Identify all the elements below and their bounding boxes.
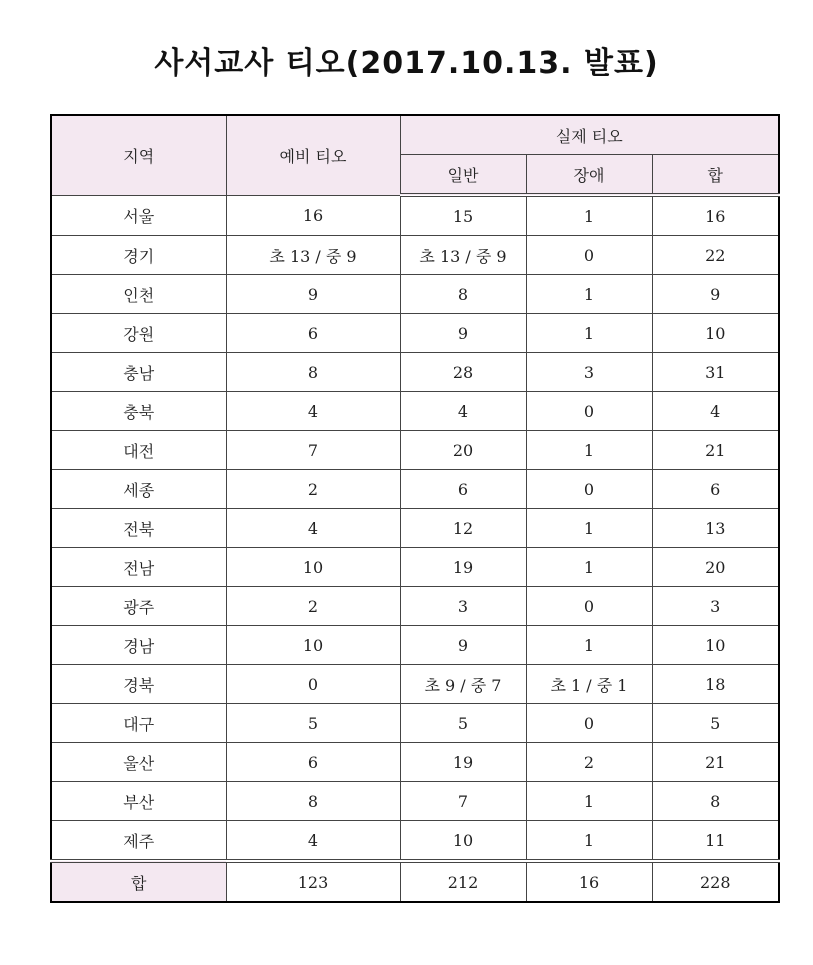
table-row (51, 509, 779, 548)
cell-general: 5 (400, 704, 526, 743)
cell-preliminary: 16 (226, 195, 400, 236)
table-row (51, 626, 779, 665)
recruitment-table (50, 114, 780, 903)
total-label: 합 (51, 861, 226, 902)
cell-disabled: 2 (526, 743, 652, 782)
cell-preliminary: 5 (226, 704, 400, 743)
cell-sum: 18 (652, 665, 779, 704)
cell-preliminary: 4 (226, 821, 400, 862)
cell-general: 28 (400, 353, 526, 392)
cell-region: 충남 (51, 353, 226, 392)
cell-sum: 16 (652, 195, 779, 236)
cell-preliminary: 0 (226, 665, 400, 704)
cell-region: 경기 (51, 236, 226, 275)
cell-disabled: 1 (526, 821, 652, 862)
total-sum: 228 (652, 861, 779, 902)
cell-sum: 10 (652, 626, 779, 665)
cell-disabled: 0 (526, 392, 652, 431)
cell-preliminary: 초 13 / 중 9 (226, 236, 400, 275)
table-row (51, 195, 779, 236)
cell-general: 초 13 / 중 9 (400, 236, 526, 275)
cell-disabled: 0 (526, 470, 652, 509)
cell-disabled: 0 (526, 587, 652, 626)
cell-preliminary: 7 (226, 431, 400, 470)
cell-sum: 6 (652, 470, 779, 509)
cell-disabled: 1 (526, 626, 652, 665)
cell-disabled: 초 1 / 중 1 (526, 665, 652, 704)
cell-region: 대구 (51, 704, 226, 743)
cell-disabled: 1 (526, 548, 652, 587)
cell-preliminary: 8 (226, 782, 400, 821)
header-region: 지역 (51, 115, 226, 195)
cell-preliminary: 6 (226, 314, 400, 353)
cell-region: 세종 (51, 470, 226, 509)
cell-region: 전남 (51, 548, 226, 587)
cell-sum: 9 (652, 275, 779, 314)
table-row (51, 431, 779, 470)
table-row (51, 392, 779, 431)
cell-sum: 20 (652, 548, 779, 587)
cell-region: 서울 (51, 195, 226, 236)
header-disabled: 장애 (526, 155, 652, 196)
cell-region: 부산 (51, 782, 226, 821)
cell-preliminary: 4 (226, 509, 400, 548)
total-preliminary: 123 (226, 861, 400, 902)
header-general: 일반 (400, 155, 526, 196)
header-row (51, 115, 779, 155)
cell-preliminary: 2 (226, 470, 400, 509)
total-row (51, 861, 779, 902)
cell-disabled: 3 (526, 353, 652, 392)
cell-sum: 8 (652, 782, 779, 821)
cell-sum: 22 (652, 236, 779, 275)
cell-sum: 10 (652, 314, 779, 353)
cell-general: 초 9 / 중 7 (400, 665, 526, 704)
page-title: 사서교사 티오(2017.10.13. 발표) (154, 46, 659, 81)
cell-general: 6 (400, 470, 526, 509)
cell-disabled: 1 (526, 431, 652, 470)
cell-region: 울산 (51, 743, 226, 782)
cell-sum: 5 (652, 704, 779, 743)
header-sum: 합 (652, 155, 779, 196)
total-disabled: 16 (526, 861, 652, 902)
cell-general: 15 (400, 195, 526, 236)
cell-sum: 13 (652, 509, 779, 548)
cell-preliminary: 6 (226, 743, 400, 782)
table-row (51, 587, 779, 626)
cell-preliminary: 10 (226, 626, 400, 665)
cell-general: 12 (400, 509, 526, 548)
cell-preliminary: 8 (226, 353, 400, 392)
table-row (51, 665, 779, 704)
cell-general: 7 (400, 782, 526, 821)
cell-general: 20 (400, 431, 526, 470)
cell-sum: 11 (652, 821, 779, 862)
cell-region: 인천 (51, 275, 226, 314)
table-row (51, 821, 779, 862)
cell-preliminary: 9 (226, 275, 400, 314)
cell-preliminary: 10 (226, 548, 400, 587)
cell-disabled: 1 (526, 195, 652, 236)
table-row (51, 275, 779, 314)
table-row (51, 314, 779, 353)
cell-general: 19 (400, 548, 526, 587)
table-row (51, 470, 779, 509)
table-row (51, 743, 779, 782)
cell-region: 강원 (51, 314, 226, 353)
cell-preliminary: 4 (226, 392, 400, 431)
cell-general: 9 (400, 626, 526, 665)
cell-sum: 21 (652, 431, 779, 470)
cell-disabled: 1 (526, 782, 652, 821)
cell-region: 충북 (51, 392, 226, 431)
cell-sum: 3 (652, 587, 779, 626)
cell-region: 전북 (51, 509, 226, 548)
cell-general: 10 (400, 821, 526, 862)
table-row (51, 548, 779, 587)
cell-region: 제주 (51, 821, 226, 862)
cell-general: 9 (400, 314, 526, 353)
header-actual: 실제 티오 (400, 115, 779, 155)
cell-disabled: 1 (526, 275, 652, 314)
cell-sum: 4 (652, 392, 779, 431)
cell-disabled: 1 (526, 314, 652, 353)
table-row (51, 353, 779, 392)
header-preliminary: 예비 티오 (226, 115, 400, 195)
cell-region: 경남 (51, 626, 226, 665)
total-general: 212 (400, 861, 526, 902)
cell-disabled: 0 (526, 704, 652, 743)
table-body (51, 195, 779, 861)
cell-region: 광주 (51, 587, 226, 626)
cell-disabled: 1 (526, 509, 652, 548)
cell-sum: 21 (652, 743, 779, 782)
table-row (51, 704, 779, 743)
cell-sum: 31 (652, 353, 779, 392)
cell-general: 19 (400, 743, 526, 782)
cell-region: 대전 (51, 431, 226, 470)
cell-general: 4 (400, 392, 526, 431)
table-row (51, 236, 779, 275)
cell-general: 3 (400, 587, 526, 626)
cell-general: 8 (400, 275, 526, 314)
cell-preliminary: 2 (226, 587, 400, 626)
cell-disabled: 0 (526, 236, 652, 275)
cell-region: 경북 (51, 665, 226, 704)
table-row (51, 782, 779, 821)
